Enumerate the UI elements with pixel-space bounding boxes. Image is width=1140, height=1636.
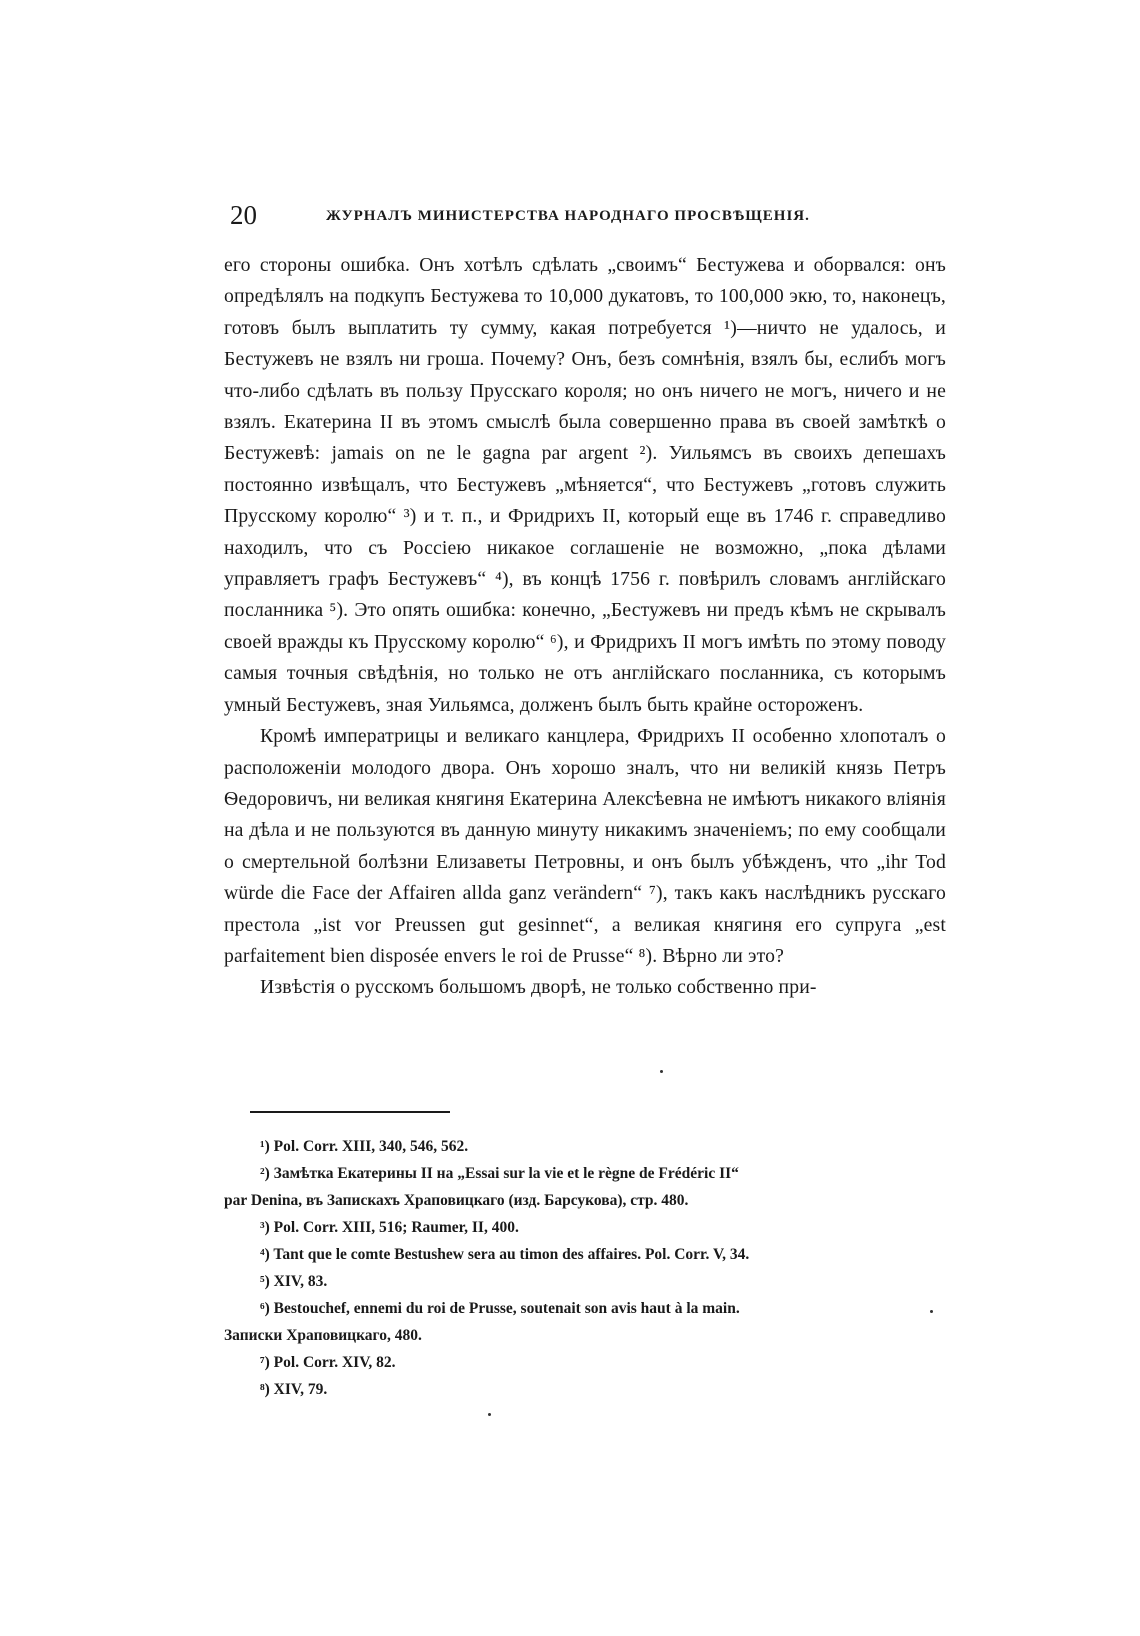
main-text xyxy=(224,250,946,1004)
footnotes xyxy=(224,1133,946,1403)
scan-speck xyxy=(488,1413,491,1416)
footnote-separator xyxy=(250,1111,450,1113)
footnote: ⁵) XIV, 83. xyxy=(260,1273,328,1290)
footnote: ³) Pol. Corr. XIII, 516; Raumer, II, 400. xyxy=(260,1219,519,1236)
page-number: 20 xyxy=(230,200,257,230)
footnote-continuation: par Denina, въ Запискахъ Храповицкаго (изд. Барсукова), стр. 480. xyxy=(224,1192,689,1209)
footnote-continuation: Записки Храповицкаго, 480. xyxy=(224,1327,422,1344)
paragraph: Кромѣ императрицы и великаго канцлера, Фридрихъ II особенно хлопоталъ о расположеніи молодого двора. Онъ хорошо зналъ, что ни великій князь Петръ Ѳедоровичъ, ни великая княгиня Екатерина Алексѣевна не имѣютъ никакого вліянія на дѣла и не пользуются въ данную минуту никакимъ значеніемъ; по ему сообщали о смертельной болѣзни Елизаветы Петровны, и онъ былъ убѣжденъ, что „ihr Tod würde die Face der Affairen allda ganz verändern“ ⁷), такъ какъ наслѣдникъ русскаго престола „ist vor Preussen gut gesinnet“, а великая княгиня его супруга „est parfaitement bien disposée envers le roi de Prusse“ ⁸). Вѣрно ли это? xyxy=(224,725,946,967)
scan-speck xyxy=(660,1070,663,1073)
footnote: ⁷) Pol. Corr. XIV, 82. xyxy=(260,1354,396,1371)
running-title: ЖУРНАЛЪ МИНИСТЕРСТВА НАРОДНАГО ПРОСВѢЩЕНІЯ. xyxy=(326,208,810,224)
scan-speck xyxy=(930,1310,933,1313)
paragraph: Извѣстія о русскомъ большомъ дворѣ, не только собственно при- xyxy=(260,976,817,999)
footnote: ⁴) Tant que le comte Bestushew sera au timon des affaires. Pol. Corr. V, 34. xyxy=(260,1246,750,1263)
page-header xyxy=(230,198,860,232)
footnote: ²) Замѣтка Екатерины II на „Essai sur la vie et le règne de Frédéric II“ xyxy=(260,1165,739,1182)
paragraph: его стороны ошибка. Онъ хотѣлъ сдѣлать „своимъ“ Бестужева и оборвался: онъ опредѣлялъ на подкупъ Бестужева то 10,000 дукатовъ, то 100,000 экю, то, наконецъ, готовъ былъ выплатить ту сумму, какая потребуется ¹)—ничто не удалось, и Бестужевъ не взялъ ни гроша. Почему? Онъ, безъ сомнѣнія, взялъ бы, еслибъ могъ что-либо сдѣлать въ пользу Прусскаго короля; но онъ ничего не могъ, ничего и не взялъ. Екатерина II въ этомъ смыслѣ была совершенно права въ своей замѣткѣ о Бестужевѣ: jamais on ne le gagna par argent ²). Уильямсъ въ своихъ депешахъ постоянно извѣщалъ, что Бестужевъ „мѣняется“, что Бестужевъ „готовъ служить Прусскому королю“ ³) и т. п., и Фридрихъ II, который еще въ 1746 г. справедливо находилъ, что съ Россіею никакое соглашеніе не возможно, „пока дѣлами управляетъ графъ Бестужевъ“ ⁴), въ концѣ 1756 г. повѣрилъ словамъ англійскаго посланника ⁵). Это опять ошибка: конечно, „Бестужевъ ни предъ кѣмъ не скрывалъ своей вражды къ Прусскому королю“ ⁶), и Фридрихъ II могъ имѣть по этому поводу самыя точныя свѣдѣнія, но только не отъ англійскаго посланника, съ которымъ умный Бестужевъ, зная Уильямса, долженъ былъ быть крайне остороженъ. xyxy=(224,254,946,716)
footnote: ⁶) Bestouchef, ennemi du roi de Prusse, soutenait son avis haut à la main. xyxy=(260,1300,740,1317)
footnote: ¹) Pol. Corr. XIII, 340, 546, 562. xyxy=(260,1138,469,1155)
footnote: ⁸) XIV, 79. xyxy=(260,1381,328,1398)
